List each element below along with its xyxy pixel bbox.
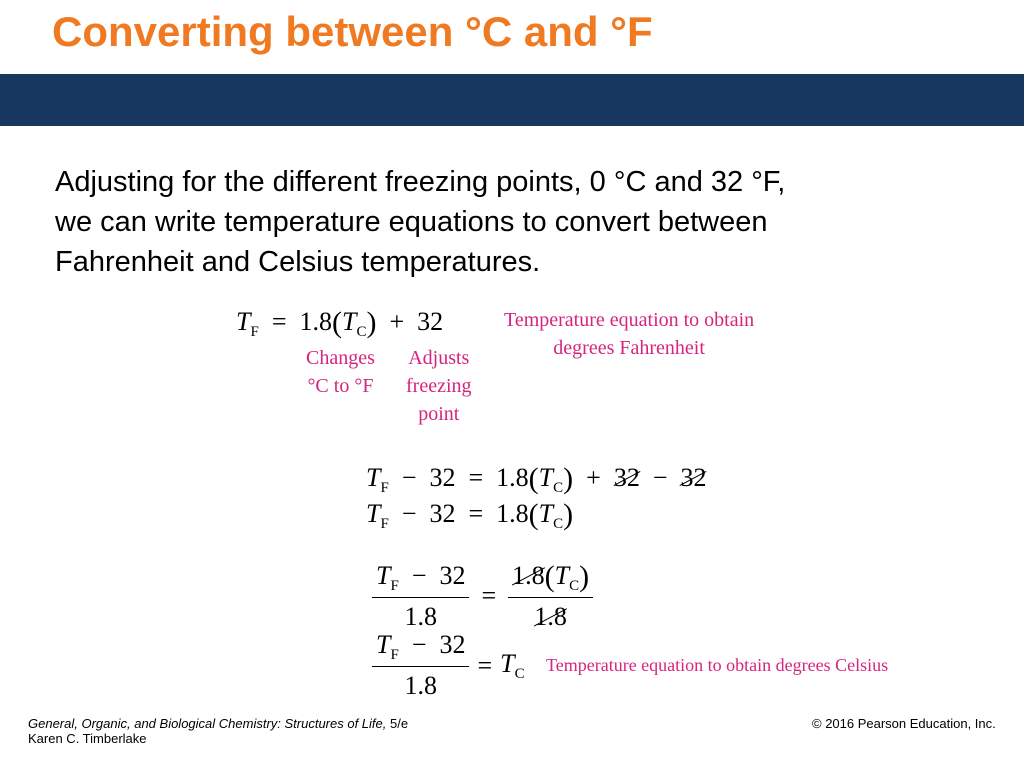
intro-line: Fahrenheit and Celsius temperatures. xyxy=(55,246,541,278)
step2-equation: $T_F - 32 = 1.8(T_C)$ xyxy=(366,498,574,532)
book-title: General, Organic, and Biological Chemistry: Structures of Life, xyxy=(28,716,387,731)
celsius-equation-label: Temperature equation to obtain degrees Celsius xyxy=(546,655,889,675)
intro-line: Adjusting for the different freezing points, 0 °C and 32 °F, xyxy=(55,166,786,198)
changes-note: Changes °C to °F xyxy=(306,347,375,397)
edition: 5/e xyxy=(390,716,409,731)
intro-paragraph xyxy=(55,162,955,282)
copyright: © 2016 Pearson Education, Inc. xyxy=(812,716,996,731)
title-band xyxy=(0,74,1024,126)
intro-line: we can write temperature equations to convert between xyxy=(55,206,768,238)
fahrenheit-equation: $T_F = 1.8(T_C) + 32$ xyxy=(236,306,444,340)
slide-title: Converting between °C and °F xyxy=(52,8,653,55)
footer-citation xyxy=(28,716,408,746)
author: Karen C. Timberlake xyxy=(28,731,147,746)
celsius-equation: $\frac{T_F - 32}{1.8}$ = $T_C$ xyxy=(372,630,525,701)
step3-equation: $\frac{T_F - 32}{1.8}$ = $\frac{1.8(T_C)}{1.8}$ xyxy=(372,560,593,632)
adjusts-freezing-point-note: Adjusts freezing point xyxy=(406,347,472,425)
step1-equation: $T_F - 32 = 1.8(T_C) + 32 - 32$ xyxy=(366,462,707,496)
fahrenheit-equation-label: Temperature equation to obtain degrees Fahrenheit xyxy=(504,309,755,359)
